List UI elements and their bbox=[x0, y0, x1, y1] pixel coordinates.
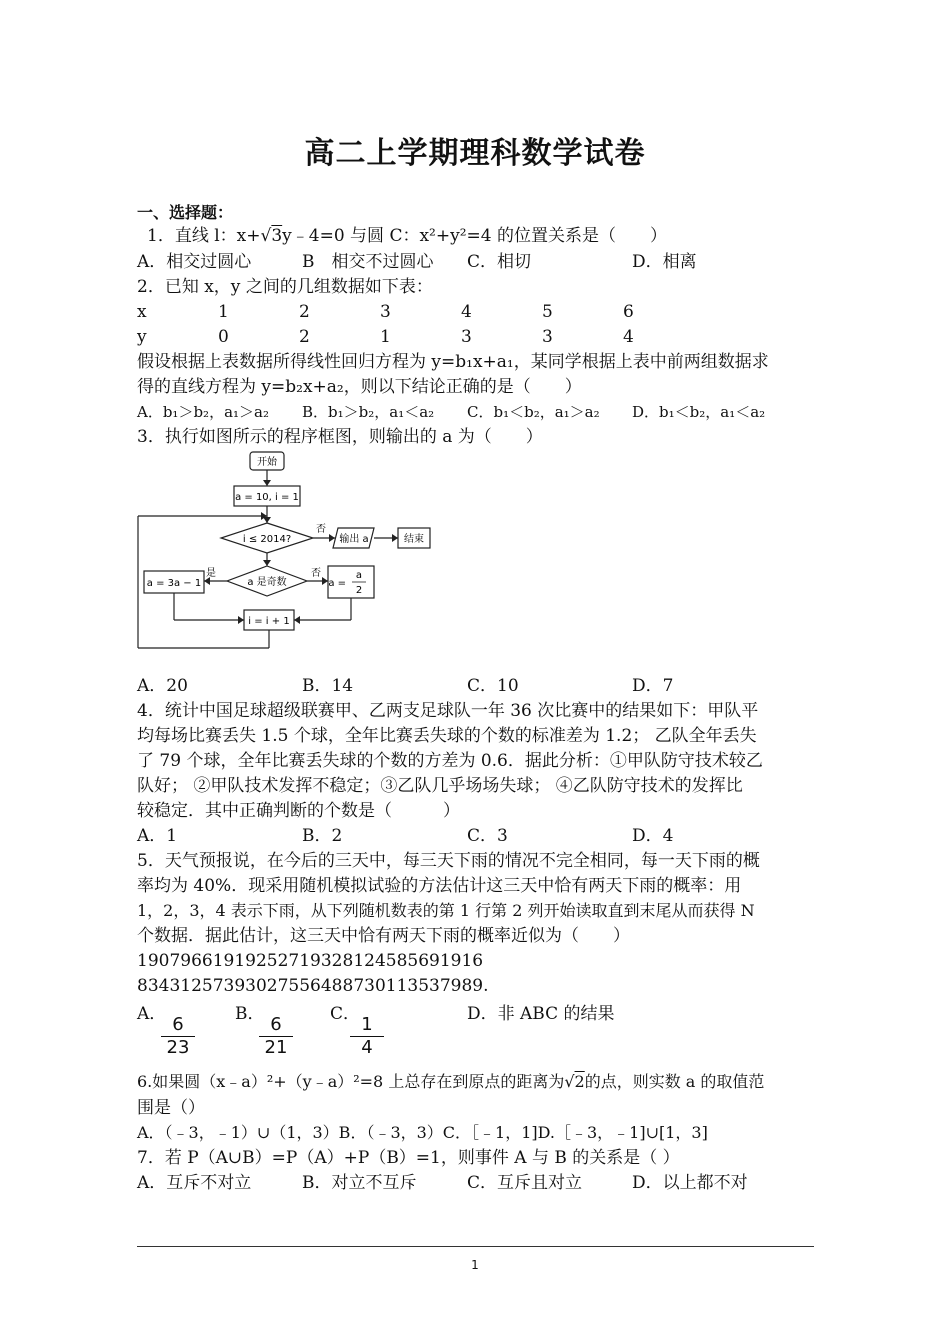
table-cell: 1 bbox=[218, 302, 229, 322]
table-cell: 4 bbox=[461, 302, 472, 322]
page-title: 高二上学期理科数学试卷 bbox=[304, 136, 646, 171]
question-5-line: 5．天气预报说，在今后的三天中，每三天下雨的情况不完全相同，每一天下雨的概 bbox=[137, 851, 760, 871]
page-number: 1 bbox=[471, 1258, 479, 1272]
question-4-line: 4．统计中国足球超级联赛甲、乙两支足球队一年 36 次比赛中的结果如下：甲队平 bbox=[137, 701, 759, 721]
q2-option-c: C．b₁＜b₂，a₁＞a₂ bbox=[467, 403, 600, 421]
q3-option-c: C．10 bbox=[467, 676, 519, 696]
q7-option-d: D．以上都不对 bbox=[632, 1173, 748, 1193]
flow-no1-label: 否 bbox=[316, 524, 326, 535]
flow-cond2-text: a 是奇数 bbox=[247, 577, 287, 588]
flow-output-text: 输出 a bbox=[339, 534, 369, 545]
flow-yes2-label: 是 bbox=[206, 568, 216, 579]
q1-option-b: B 相交不过圆心 bbox=[302, 252, 434, 272]
table-x-label: x bbox=[137, 302, 147, 322]
q4-option-b: B．2 bbox=[302, 826, 343, 846]
q1-option-d: D．相离 bbox=[632, 252, 697, 272]
q5-option-b-label: B． bbox=[235, 1004, 265, 1024]
flow-incr-text: i = i + 1 bbox=[248, 616, 290, 627]
question-4-line: 均每场比赛丢失 1.5 个球，全年比赛丢失球的个数的标准差为 1.2； 乙队全年丢失 bbox=[137, 726, 757, 746]
question-2-text-line: 假设根据上表数据所得线性回归方程为 y=b₁x+a₁，某同学根据上表中前两组数据求 bbox=[137, 352, 769, 372]
question-5-line: 率均为 40%．现采用随机模拟试验的方法估计这三天中恰有两天下雨的概率：用 bbox=[137, 876, 742, 896]
table-cell: 3 bbox=[542, 327, 553, 347]
table-cell: 3 bbox=[461, 327, 472, 347]
flow-no2-label: 否 bbox=[311, 568, 321, 579]
flow-end-text: 结束 bbox=[404, 534, 424, 545]
q3-option-b: B．14 bbox=[302, 676, 354, 696]
footer-rule bbox=[137, 1246, 814, 1247]
table-cell: 4 bbox=[623, 327, 634, 347]
q4-option-a: A．1 bbox=[137, 826, 178, 846]
random-table-row: 83431257393027556488730113537989. bbox=[137, 976, 489, 996]
table-cell: 5 bbox=[542, 302, 553, 322]
flow-right-numerator: a bbox=[355, 570, 363, 581]
sqrt-symbol: √ bbox=[564, 1072, 575, 1091]
q5-option-a-label: A． bbox=[137, 1004, 167, 1024]
flowchart bbox=[130, 448, 450, 653]
question-5-line: 1，2，3，4 表示下雨，从下列随机数表的第 1 行第 2 列开始读取直到末尾从而获得 N bbox=[137, 901, 755, 920]
sqrt-symbol: √ bbox=[260, 226, 272, 246]
q2-option-a: A．b₁＞b₂，a₁＞a₂ bbox=[137, 403, 269, 421]
q5-option-a-fraction: $\frac{6}{23}$ bbox=[161, 1014, 195, 1059]
flow-init-text: a = 10, i = 1 bbox=[235, 492, 299, 503]
q6-options: A．（﹣3，﹣1）∪（1，3）B．（﹣3，3）C．［﹣1，1]D.［﹣3，﹣1]∪[1，3] bbox=[137, 1123, 708, 1142]
q2-option-d: D．b₁＜b₂，a₁＜a₂ bbox=[632, 403, 766, 421]
flow-cond1-text: i ≤ 2014? bbox=[242, 534, 292, 545]
q2-option-b: B．b₁＞b₂，a₁＜a₂ bbox=[302, 403, 435, 421]
table-cell: 3 bbox=[380, 302, 391, 322]
table-cell: 2 bbox=[299, 302, 310, 322]
q5-option-b-fraction: $\frac{6}{21}$ bbox=[259, 1014, 293, 1059]
table-cell: 2 bbox=[299, 327, 310, 347]
question-4-line: 较稳定．其中正确判断的个数是（ ） bbox=[137, 801, 460, 821]
flow-right-prefix: a = bbox=[328, 578, 346, 589]
q1-option-a: A．相交过圆心 bbox=[137, 252, 252, 272]
q5-option-c-fraction: $\frac{1}{4}$ bbox=[350, 1014, 384, 1059]
question-7-stem: 7．若 P（A∪B）=P（A）+P（B）=1，则事件 A 与 B 的关系是（ ） bbox=[137, 1148, 680, 1168]
q5-option-c-label: C． bbox=[330, 1004, 361, 1024]
table-cell: 6 bbox=[623, 302, 634, 322]
q3-option-a: A．20 bbox=[137, 676, 188, 696]
q3-option-d: D．7 bbox=[632, 676, 674, 696]
table-y-label: y bbox=[137, 327, 147, 347]
random-table-row: 19079661919252719328124585691916 bbox=[137, 951, 484, 971]
table-cell: 0 bbox=[218, 327, 229, 347]
question-6-stem: 6.如果圆（x﹣a）²+（y﹣a）²=8 上总存在到原点的距离为√2的点，则实数 a 的取值范 bbox=[137, 1072, 765, 1091]
question-1-stem: 1．直线 l：x+√3y﹣4=0 与圆 C：x²+y²=4 的位置关系是（ ） bbox=[147, 226, 667, 246]
table-cell: 1 bbox=[380, 327, 391, 347]
question-6-line: 围是（） bbox=[137, 1098, 205, 1118]
q1-option-c: C．相切 bbox=[467, 252, 532, 272]
question-2-text-line: 得的直线方程为 y=b₂x+a₂，则以下结论正确的是（ ） bbox=[137, 377, 582, 397]
question-5-line: 个数据．据此估计，这三天中恰有两天下雨的概率近似为（ ） bbox=[137, 926, 630, 946]
question-4-line: 了 79 个球，全年比赛丢失球的个数的方差为 0.6．据此分析：①甲队防守技术较乙 bbox=[137, 751, 763, 771]
q4-option-d: D．4 bbox=[632, 826, 674, 846]
question-4-line: 队好； ②甲队技术发挥不稳定；③乙队几乎场场失球； ④乙队防守技术的发挥比 bbox=[137, 776, 743, 796]
q4-option-c: C．3 bbox=[467, 826, 508, 846]
flow-left-text: a = 3a − 1 bbox=[146, 578, 202, 589]
q7-option-b: B．对立不互斥 bbox=[302, 1173, 417, 1193]
flow-start-text: 开始 bbox=[257, 457, 277, 468]
q7-option-c: C．互斥且对立 bbox=[467, 1173, 583, 1193]
q7-option-a: A．互斥不对立 bbox=[137, 1173, 252, 1193]
question-3-stem: 3．执行如图所示的程序框图，则输出的 a 为（ ） bbox=[137, 427, 543, 447]
question-2-stem: 2．已知 x，y 之间的几组数据如下表： bbox=[137, 277, 433, 297]
section-heading: 一、选择题： bbox=[137, 203, 234, 222]
q5-option-d: D．非 ABC 的结果 bbox=[467, 1004, 615, 1024]
flow-right-denominator: 2 bbox=[355, 585, 363, 596]
